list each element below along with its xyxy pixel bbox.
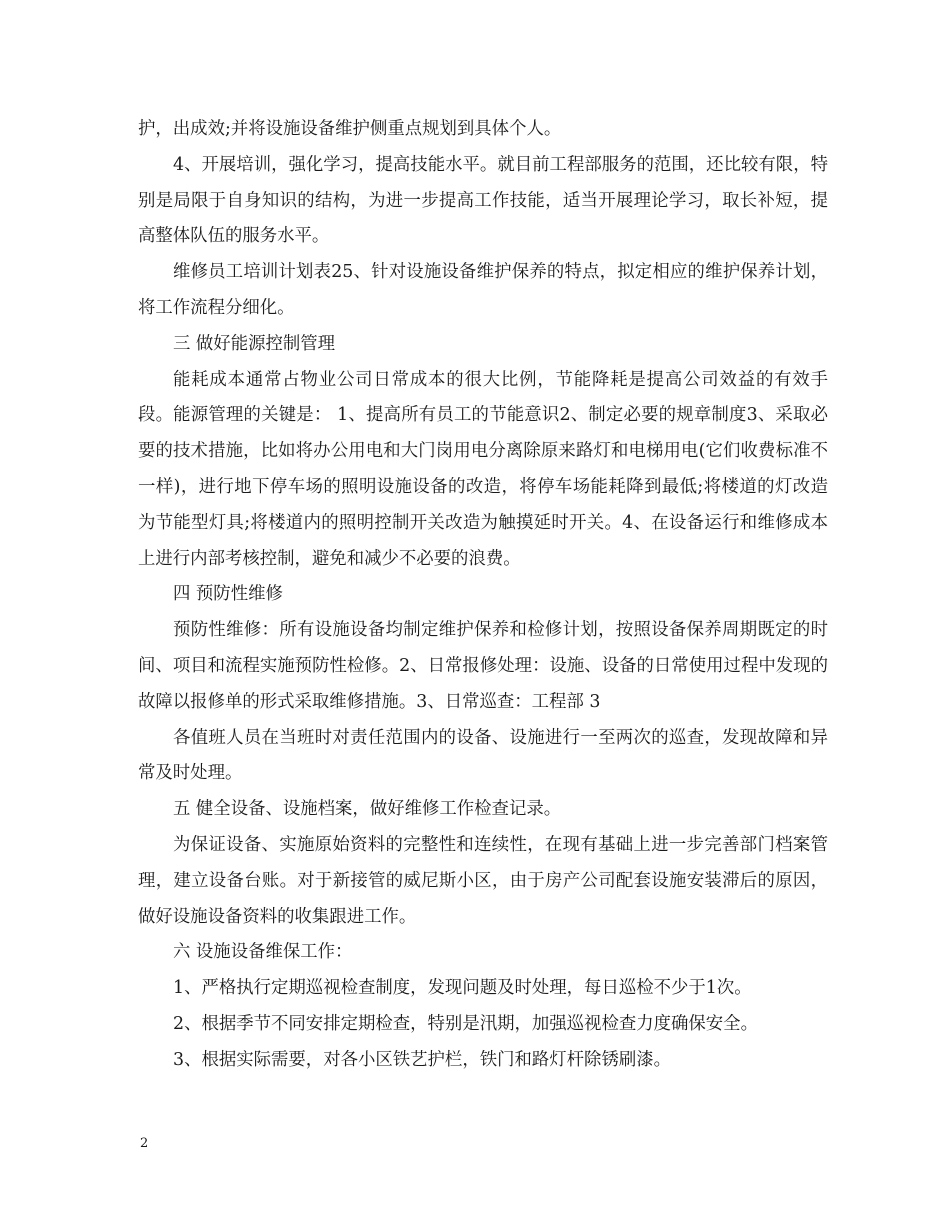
list-item-patrol: 1、严格执行定期巡视检查制度，发现问题及时处理，每日巡检不少于1次。 bbox=[173, 978, 752, 999]
paragraph-training: 4、开展培训，强化学习，提高技能水平。就目前工程部服务的范围，还比较有限，特别是局限于自身知识的结构，为进一步提高工作技能，适当开展理论学习，取长补短，提高整体队伍的服务水平。 bbox=[138, 154, 828, 247]
page-number: 2 bbox=[140, 1136, 149, 1151]
section-heading-upkeep: 六 设施设备维保工作： bbox=[173, 942, 353, 963]
section-heading-archives: 五 健全设备、设施档案，做好维修工作检查记录。 bbox=[173, 799, 562, 820]
paragraph-preventive-maintenance: 预防性维修：所有设施设备均制定维护保养和检修计划，按照设备保养周期既定的时间、项目和流程实施预防性检修。2、日常报修处理：设施、设备的日常使用过程中发现的故障以报修单的形式采取维修措施。3、日常巡查：工程部 3 bbox=[138, 620, 828, 712]
section-heading-energy: 三 做好能源控制管理 bbox=[173, 333, 336, 354]
document-body bbox=[138, 112, 828, 1079]
paragraph-energy-management: 能耗成本通常占物业公司日常成本的很大比例，节能降耗是提高公司效益的有效手段。能源管理的关键是： 1、提高所有员工的节能意识2、制定必要的规章制度3、采取必要的技术措施，比如将办公用电和大门岗用电分离除原来路灯和电梯用电(它们收费标准不一样)，进行地下停车场的照明设施设备的改造，将停车场能耗降到最低;将楼道的灯改造为节能型灯具;将楼道内的照明控制开关改造为触摸延时开关。4、在设备运行和维修成本上进行内部考核控制，避免和减少不必要的浪费。 bbox=[138, 369, 828, 569]
paragraph-maintenance-plan: 维修员工培训计划表25、针对设施设备维护保养的特点，拟定相应的维护保养计划，将工作流程分细化。 bbox=[138, 262, 828, 318]
paragraph-continuation: 护，出成效;并将设施设备维护侧重点规划到具体个人。 bbox=[138, 119, 562, 139]
section-heading-preventive: 四 预防性维修 bbox=[173, 584, 283, 605]
paragraph-archives: 为保证设备、实施原始资料的完整性和连续性，在现有基础上进一步完善部门档案管理，建立设备台账。对于新接管的威尼斯小区，由于房产公司配套设施安装滞后的原因，做好设施设备资料的收集跟进工作。 bbox=[138, 834, 828, 927]
list-item-rust-removal: 3、根据实际需要，对各小区铁艺护栏，铁门和路灯杆除锈刷漆。 bbox=[173, 1049, 672, 1070]
list-item-seasonal-check: 2、根据季节不同安排定期检查，特别是汛期，加强巡视检查力度确保安全。 bbox=[173, 1013, 758, 1034]
paragraph-inspection: 各值班人员在当班时对责任范围内的设备、设施进行一至两次的巡查，发现故障和异常及时处理。 bbox=[138, 727, 828, 784]
